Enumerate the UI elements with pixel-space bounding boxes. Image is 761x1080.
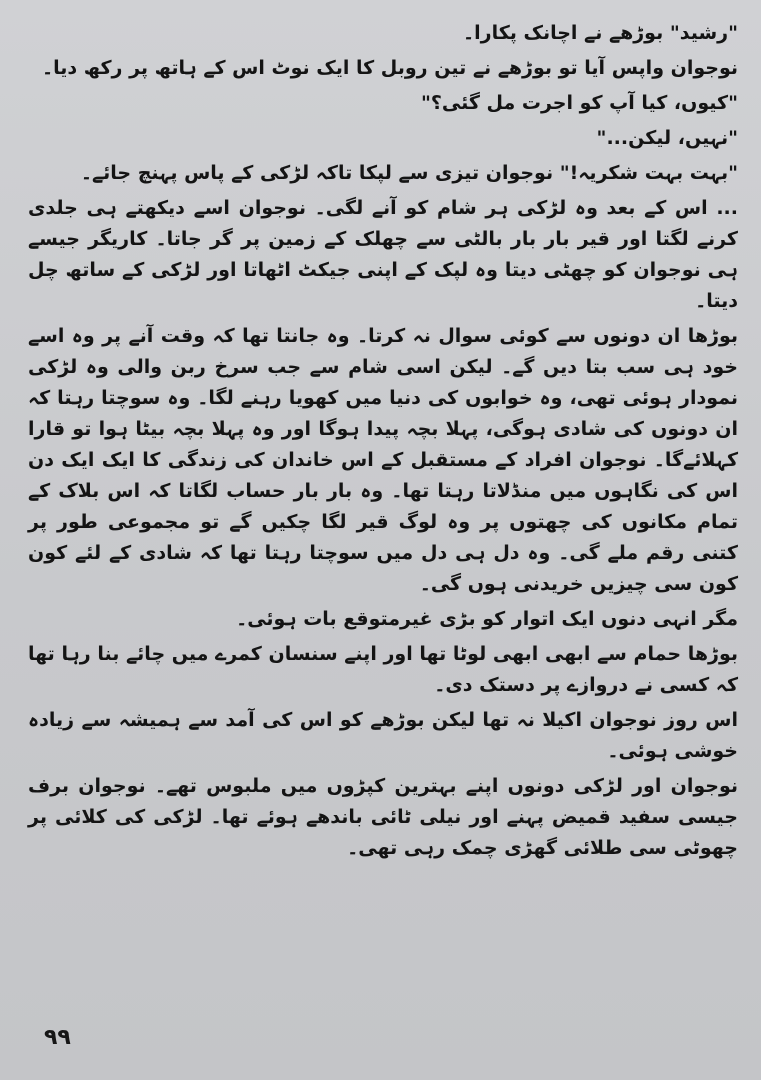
paragraph: "بہت بہت شکریہ!" نوجوان تیزی سے لپکا تاکہ لڑکی کے پاس پہنچ جائے۔ [80, 162, 738, 184]
paragraph: بوڑھا حمام سے ابھی ابھی لوٹا تھا اور اپنے سنسان کمرے میں چائے بنا رہا تھا کہ کسی نے دروازے پر دستک دی۔ [28, 643, 738, 696]
paragraph: "نہیں، لیکن..." [596, 127, 738, 149]
paragraph: مگر انہی دنوں ایک اتوار کو بڑی غیرمتوقع بات ہوئی۔ [236, 608, 738, 630]
paragraph: نوجوان اور لڑکی دونوں اپنے بہترین کپڑوں میں ملبوس تھے۔ نوجوان برف جیسی سفید قمیض پہنے اور نیلی ٹائی باندھے ہوئے تھا۔ لڑکی کی کلائی پر چھوٹی سی طلائی گھڑی چمک رہی تھی۔ [28, 775, 738, 859]
paragraph: اس روز نوجوان اکیلا نہ تھا لیکن بوڑھے کو اس کی آمد سے ہمیشہ سے زیادہ خوشی ہوئی۔ [28, 709, 738, 762]
paragraph: نوجوان واپس آیا تو بوڑھے نے تین روبل کا ایک نوٹ اس کے ہاتھ پر رکھ دیا۔ [41, 57, 738, 79]
paragraph: ... اس کے بعد وہ لڑکی ہر شام کو آنے لگی۔ نوجوان اسے دیکھتے ہی جلدی کرنے لگتا اور قیر بار بار بالٹی سے چھلک کے زمین پر گر جاتا۔ کاریگر جیسے ہی نوجوان کو چھٹی دیتا وہ لپک کے اپنی جیکٹ اٹھاتا اور لڑکی کے ساتھ چل دیتا۔ [28, 197, 738, 312]
paragraph: "کیوں، کیا آپ کو اجرت مل گئی؟" [420, 92, 738, 114]
page-number: ۹۹ [44, 1025, 71, 1050]
paragraph: بوڑھا ان دونوں سے کوئی سوال نہ کرتا۔ وہ جانتا تھا کہ وقت آنے پر وہ اسے خود ہی سب بتا دیں گے۔ لیکن اسی شام سے جب سرخ ربن والی وہ لڑکی نمودار ہوئی تھی، وہ خوابوں کی دنیا میں کھویا رہنے لگا۔ وہ سوچتا رہتا کہ ان دونوں کی شادی ہوگی، پہلا بچہ پیدا ہوگا اور وہ پہلا بچہ بیٹا ہوا تو قارا کہلائےگا۔ نوجوان افراد کے مستقبل کے اس خاندان کی زندگی کا ایک ایک دن اس کی نگاہوں میں منڈلاتا رہتا تھا۔ وہ بار بار حساب لگاتا کہ اس بلاک کے تمام مکانوں کی چھتوں پر وہ لوگ قیر لگا چکیں گے تو مجموعی طور پر کتنی رقم ملے گی۔ وہ دل ہی دل میں سوچتا رہتا تھا کہ شادی کے لئے کون کون سی چیزیں خریدنی ہوں گی۔ [28, 325, 738, 595]
page-body-text [28, 18, 738, 868]
paragraph: "رشید" بوڑھے نے اچانک پکارا۔ [463, 22, 738, 44]
